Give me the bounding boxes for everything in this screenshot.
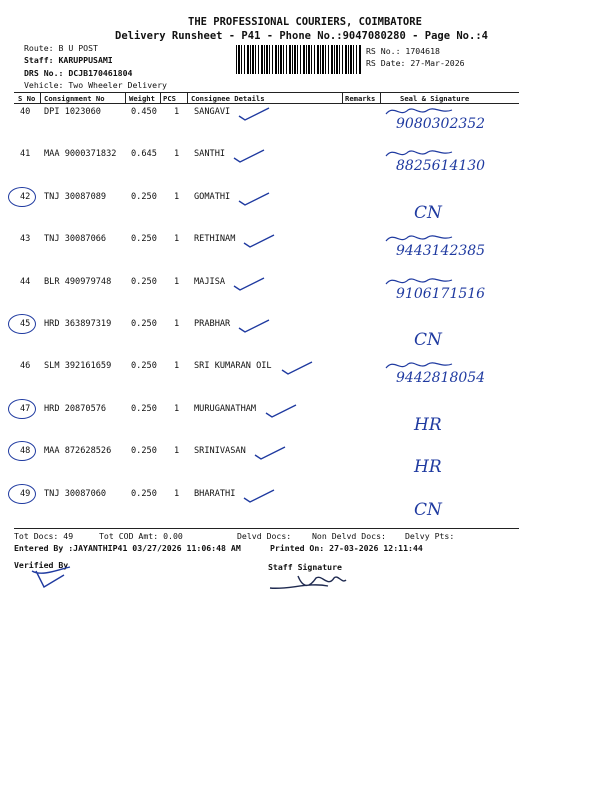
sno-cell: 40 (20, 107, 31, 117)
barcode (236, 45, 362, 74)
table-row (0, 401, 600, 443)
weight-cell: 0.250 (131, 446, 157, 457)
consignment-cell: TNJ 30087089 (44, 191, 107, 202)
sno-cell: 49 (20, 488, 31, 499)
staff-signature-label: Staff Signature (268, 562, 342, 572)
col-pcs: PCS (163, 94, 176, 103)
check-mark-icon (232, 148, 266, 164)
sno-cell: 45 (20, 319, 31, 329)
weight-cell: 0.250 (131, 319, 157, 329)
sno-cell: 48 (20, 446, 31, 457)
seal-signature: 9106171516 (396, 285, 486, 302)
consignee-cell: SANGAVI (194, 107, 231, 117)
consignee-cell: SANTHI (194, 149, 226, 160)
consignment-cell: MAA 9000371832 (44, 149, 117, 160)
non-delvd-docs: Non Delvd Docs: (312, 531, 386, 541)
consignee-cell: RETHINAM (194, 234, 236, 245)
header-top-rule (14, 92, 519, 93)
pcs-cell: 1 (174, 446, 180, 457)
seal-signature: 8825614130 (396, 158, 486, 175)
sno-cell: 42 (20, 191, 31, 202)
consignee-cell: MURUGANATHAM (194, 403, 257, 414)
signature-scribble (384, 146, 454, 160)
tot-docs: Tot Docs: 49 (14, 531, 74, 541)
consignment-cell: MAA 872628526 (44, 446, 112, 457)
check-mark-icon (237, 191, 271, 207)
circled-mark (8, 187, 36, 207)
vehicle: Vehicle: Two Wheeler Delivery (24, 80, 167, 90)
table-row (0, 316, 600, 358)
table-row (0, 358, 600, 400)
consignment-cell: DPI 1023060 (44, 107, 101, 117)
table-row (0, 486, 600, 528)
col-consignee: Consignee Details (191, 94, 265, 103)
sno-cell: 41 (20, 149, 31, 160)
pcs-cell: 1 (174, 276, 180, 287)
weight-cell: 0.250 (131, 403, 157, 414)
weight-cell: 0.250 (131, 361, 157, 372)
check-mark-icon (237, 318, 271, 334)
weight-cell: 0.250 (131, 488, 157, 499)
signature-scribble (384, 358, 454, 372)
col-sno: S No (18, 94, 36, 103)
consignee-cell: SRINIVASAN (194, 446, 246, 457)
check-mark-icon (253, 445, 287, 461)
tot-cod-amt: Tot COD Amt: 0.00 (99, 531, 183, 541)
seal-signature: 9442818054 (396, 370, 486, 387)
consignment-cell: HRD 363897319 (44, 319, 112, 329)
circled-mark (8, 484, 36, 504)
table-row (0, 443, 600, 485)
seal-signature: CN (414, 499, 442, 520)
pcs-cell: 1 (174, 234, 180, 245)
consignee-cell: SRI KUMARAN OIL (194, 361, 272, 372)
col-consignment: Consignment No (44, 94, 105, 103)
consignee-cell: BHARATHI (194, 488, 236, 499)
verified-by-signature (30, 565, 80, 593)
weight-cell: 0.645 (131, 149, 157, 160)
table-row (0, 146, 600, 188)
consignment-cell: TNJ 30087066 (44, 234, 107, 245)
printed-on: Printed On: 27-03-2026 12:11:44 (270, 543, 423, 553)
table-row (0, 189, 600, 231)
signature-scribble (384, 104, 454, 118)
rs-date: RS Date: 27-Mar-2026 (366, 58, 465, 68)
check-mark-icon (232, 276, 266, 292)
weight-cell: 0.250 (131, 191, 157, 202)
pcs-cell: 1 (174, 191, 180, 202)
seal-signature: 9080302352 (396, 116, 486, 132)
delvd-docs: Delvd Docs: (237, 531, 292, 541)
pcs-cell: 1 (174, 361, 180, 372)
table-row (0, 104, 600, 146)
verified-by: Verified By (14, 560, 69, 570)
seal-signature: 9443142385 (396, 243, 486, 260)
check-mark-icon (264, 403, 298, 419)
entered-by: Entered By :JAYANTHIP41 03/27/2026 11:06:48 AM (14, 543, 241, 553)
table-row (0, 231, 600, 273)
consignee-cell: GOMATHI (194, 191, 231, 202)
signature-scribble (384, 231, 454, 245)
staff-signature (268, 572, 348, 594)
weight-cell: 0.250 (131, 234, 157, 245)
col-weight: Weight (129, 94, 155, 103)
col-remarks: Remarks (345, 94, 376, 103)
pcs-cell: 1 (174, 107, 180, 117)
weight-cell: 0.450 (131, 107, 157, 117)
pcs-cell: 1 (174, 488, 180, 499)
consignment-cell: BLR 490979748 (44, 276, 112, 287)
circled-mark (8, 399, 36, 419)
signature-scribble (384, 274, 454, 288)
consignment-cell: SLM 392161659 (44, 361, 112, 372)
pcs-cell: 1 (174, 403, 180, 414)
pcs-cell: 1 (174, 319, 180, 329)
sno-cell: 46 (20, 361, 31, 372)
check-mark-icon (242, 488, 276, 504)
seal-signature: CN (414, 202, 442, 223)
sno-cell: 44 (20, 276, 31, 287)
footer-rule (14, 528, 519, 529)
table-row (0, 274, 600, 316)
seal-signature: HR (414, 414, 442, 435)
runsheet-title: Delivery Runsheet - P41 - Phone No.:9047080280 - Page No.:4 (115, 30, 488, 42)
consignment-cell: HRD 20870576 (44, 403, 107, 414)
staff: Staff: KARUPPUSAMI (24, 55, 113, 65)
route: Route: B U POST (24, 43, 98, 53)
consignee-cell: MAJISA (194, 276, 226, 287)
consignment-cell: TNJ 30087060 (44, 488, 107, 499)
rs-number: RS No.: 1704618 (366, 46, 440, 56)
weight-cell: 0.250 (131, 276, 157, 287)
check-mark-icon (237, 106, 271, 122)
circled-mark (8, 314, 36, 334)
col-seal-signature: Seal & Signature (400, 94, 470, 103)
seal-signature: CN (414, 330, 442, 350)
check-mark-icon (242, 233, 276, 249)
seal-signature: HR (414, 457, 442, 478)
check-mark-icon (280, 360, 314, 376)
delvy-pts: Delvy Pts: (405, 531, 455, 541)
drs-number: DRS No.: DCJB170461804 (24, 68, 133, 78)
sno-cell: 47 (20, 403, 31, 414)
circled-mark (8, 441, 36, 461)
pcs-cell: 1 (174, 149, 180, 160)
company-name: THE PROFESSIONAL COURIERS, COIMBATORE (188, 16, 422, 28)
sno-cell: 43 (20, 234, 31, 245)
consignee-cell: PRABHAR (194, 319, 231, 329)
